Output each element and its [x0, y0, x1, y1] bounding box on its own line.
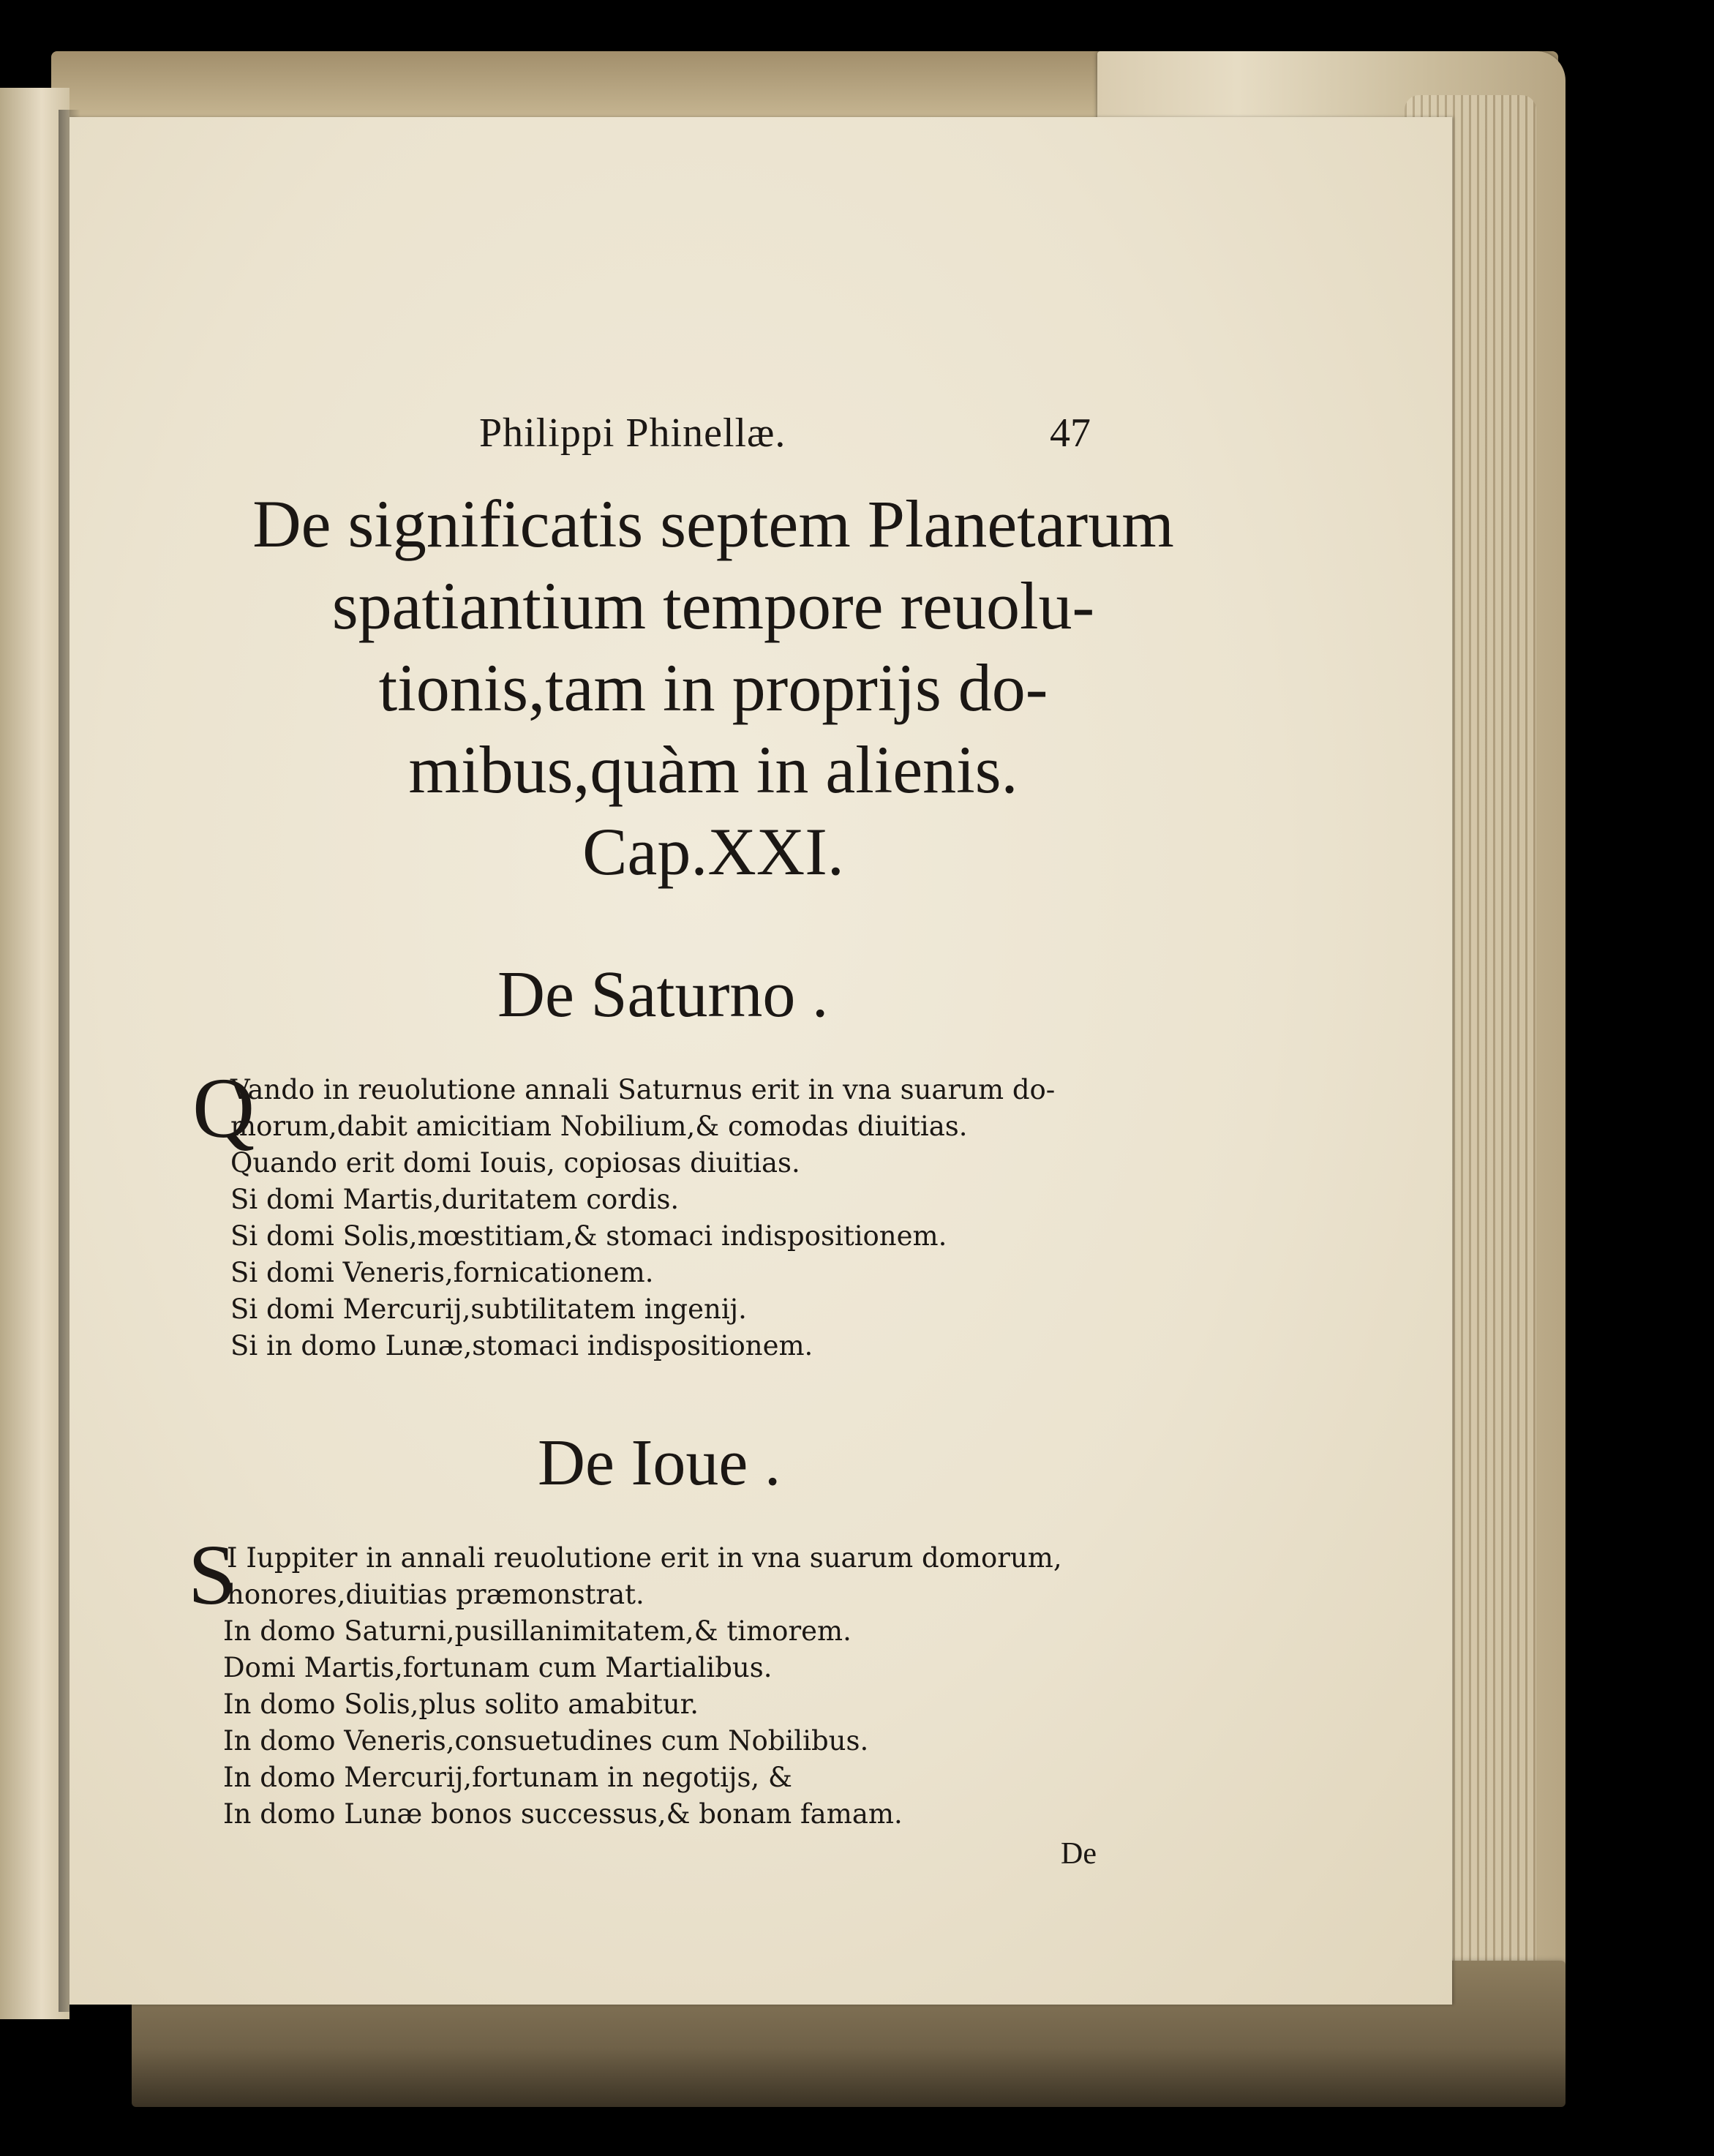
text-line: Vando in reuolutione annali Saturnus erit in vna suarum do- — [230, 1074, 1056, 1105]
running-head: Philippi Phinellæ. — [479, 410, 786, 456]
text-line: In domo Lunæ bonos successus,& bonam famam. — [223, 1798, 903, 1830]
section-heading-iove: De Ioue . — [538, 1427, 781, 1499]
text-line: Si domi Mercurij,subtilitatem ingenij. — [230, 1293, 747, 1325]
text-line: Si in domo Lunæ,stomaci indispositionem. — [230, 1330, 813, 1361]
text-line: Si domi Solis,mœstitiam,& stomaci indispositionem. — [230, 1220, 947, 1252]
text-line: morum,dabit amicitiam Nobilium,& comodas diuitias. — [230, 1111, 968, 1142]
text-line: Domi Martis,fortunam cum Martialibus. — [223, 1652, 773, 1683]
text-line: Si domi Martis,duritatem cordis. — [230, 1184, 680, 1215]
chapter-title-line: spatiantium tempore reuolu- — [331, 568, 1095, 643]
page-number: 47 — [1050, 410, 1091, 456]
chapter-title — [201, 483, 1225, 893]
section-heading-saturn: De Saturno . — [497, 958, 829, 1031]
text-line: honores,diuitias præmonstrat. — [227, 1579, 644, 1610]
drop-cap: Q — [192, 1060, 255, 1156]
text-line: In domo Veneris,consuetudines cum Nobilibus. — [223, 1725, 869, 1757]
chapter-title-line: De significatis septem Planetarum — [252, 487, 1174, 561]
text-line: In domo Saturni,pusillanimitatem,& timorem. — [223, 1615, 852, 1647]
chapter-number: Cap.XXI. — [582, 814, 844, 889]
catchword: De — [1061, 1837, 1097, 1871]
text-line: Si domi Veneris,fornicationem. — [230, 1257, 654, 1288]
chapter-title-line: tionis,tam in proprijs do- — [378, 650, 1048, 725]
paragraph-saturn — [157, 1060, 1056, 1364]
page-text — [69, 117, 1452, 2005]
book-page — [69, 117, 1452, 2005]
text-line: In domo Solis,plus solito amabitur. — [223, 1689, 699, 1720]
paragraph-iove — [150, 1527, 1062, 1833]
text-line: Quando erit domi Iouis, copiosas diuitias. — [230, 1147, 800, 1179]
text-line: In domo Mercurij,fortunam in negotijs, & — [223, 1762, 792, 1793]
drop-cap: S — [188, 1527, 236, 1623]
text-line: I Iuppiter in annali reuolutione erit in vna suarum domorum, — [227, 1542, 1062, 1574]
chapter-title-line: mibus,quàm in alienis. — [408, 732, 1018, 807]
